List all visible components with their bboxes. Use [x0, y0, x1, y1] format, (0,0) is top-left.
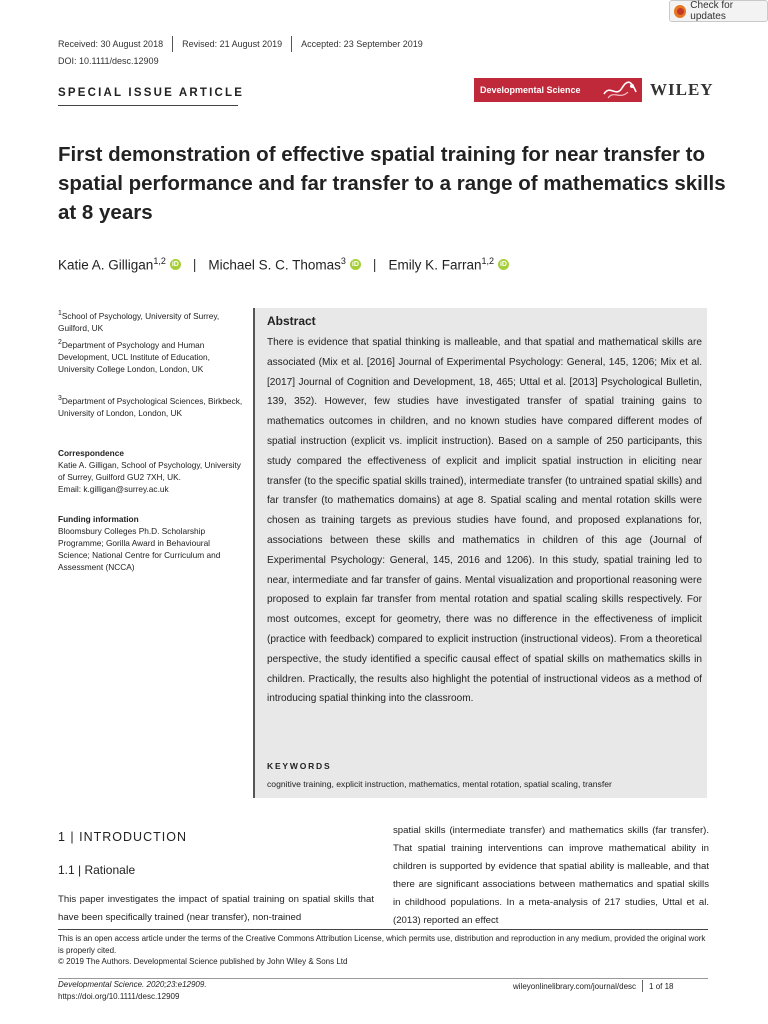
check-for-updates-label: Check for updates — [690, 0, 734, 22]
journal-logo — [474, 78, 642, 102]
citation-text: Developmental Science. 2020;23:e12909. — [58, 980, 207, 989]
divider — [291, 36, 292, 52]
journal-site-link[interactable]: wileyonlinelibrary.com/journal/desc — [513, 981, 637, 991]
author-list — [58, 256, 509, 273]
body-text-left: This paper investigates the impact of spatial training on spatial skills that have been specifically trained (near transfer), non-trained — [58, 894, 374, 923]
orcid-icon[interactable]: iD — [171, 260, 179, 268]
keywords-text: cognitive training, explicit instruction, mathematics, mental rotation, spatial scaling, transfer — [267, 779, 612, 789]
revised-date: Revised: 21 August 2019 — [182, 39, 283, 49]
divider: | — [372, 256, 377, 272]
abstract-text: There is evidence that spatial thinking is malleable, and that spatial and mathematical skills are associated (Mix et al. [2016] Journal of Experimental Psychology: General, 145, 1206; Mix et al. [2017] Journal of Cognition and Development, 18, 465; Uttal et al. [2013] Psychological Bulletin, 139, 352). However, few studies have investigated transfer of spatial training gains to mathematics outcomes in children, and no known studies have compared different modes of spatial instruction (explicit vs. implicit instruction). Based on a sample of 250 participants, this study compared the effectiveness of explicit and implicit spatial instruction in eliciting near transfer (to the specific spatial skills trained), intermediate transfer (to untrained spatial skills) and far transfer (to mathematics domains) at age 8. Spatial scaling and mental rotation skills were chosen as training targets as previous studies have found, and proposed explanations for, associations between these skills and mathematics in children of this age (Journal of Experimental Psychology: General, 145, 2016 and 1206). In this study, spatial training led to near, intermediate and far transfer of gains. Mental visualization and proportional reasoning were proposed to explain far transfer from mental rotation and spatial scaling skills respectively. For most outcomes, except for geometry, there was no difference in the effectiveness of implicit (practice with feedback) compared to explicit instruction (instructional videos). From a theoretical perspective, the study identified a specific causal effect of spatial skills on mathematics skills in children. Practically, the results also highlight the potential of instructional videos as a method of introducing spatial thinking into the classroom. — [267, 337, 702, 705]
correspondence-heading: Correspondence — [58, 448, 124, 458]
affiliation: $^2$Department of Psychology and Human Development, UCL Institute of Education, University College London, London, UK — [58, 339, 210, 374]
correspondence: Correspondence Katie A. Gilligan, School of Psychology, University of Surrey, Guilford GU2 7XH, UK. Email: k.gilligan@surrey.ac.uk — [58, 448, 241, 494]
journal-name: Developmental Science — [480, 85, 581, 95]
divider — [642, 980, 643, 992]
orcid-icon[interactable]: iD — [499, 260, 507, 268]
received-date: Received: 30 August 2018 — [58, 39, 164, 49]
dragon-icon — [602, 80, 638, 100]
divider — [172, 36, 173, 52]
affiliation: $^1$School of Psychology, University of Surrey, Guilford, UK — [58, 310, 220, 333]
divider — [58, 929, 708, 930]
author-name[interactable]: Michael S. C. Thomas$^3$ — [208, 256, 346, 273]
funding-heading: Funding information — [58, 514, 139, 524]
subsection-heading: 1.1 | Rationale — [58, 863, 136, 877]
section-heading: 1 | INTRODUCTION — [58, 830, 187, 844]
article-dates — [58, 36, 423, 52]
citation-footer — [58, 979, 207, 1003]
page-number: 1 of 18 — [649, 981, 674, 991]
doi-link[interactable]: https://doi.org/10.1111/desc.12909 — [58, 992, 180, 1001]
doi: DOI: 10.1111/desc.12909 — [58, 56, 159, 66]
page-footer-right — [513, 980, 673, 992]
keywords-heading: KEYWORDS — [267, 761, 332, 771]
article-title: First demonstration of effective spatial training for near transfer to spatial performance and far transfer to a range of mathematics skills at 8 years — [58, 143, 726, 224]
funding-info: Funding information Bloomsbury Colleges Ph.D. Scholarship Programme; Gorilla Award in Behavioural Science; National Centre for Curriculum and Assessment (NCCA) — [58, 514, 221, 572]
abstract-heading: Abstract — [267, 314, 316, 328]
license-notice — [58, 933, 708, 968]
email-link[interactable]: Email: k.gilligan@surrey.ac.uk — [58, 484, 169, 494]
author-name[interactable]: Emily K. Farran$^{1,2}$ — [388, 256, 494, 273]
check-for-updates-button[interactable] — [669, 0, 768, 22]
body-text-right: spatial skills (intermediate transfer) and mathematics skills (far transfer). That spatial training interventions can improve mathematical ability in children is supported by evidence that spatial ability is malleable, and that there are significant associations between mathematics and spatial skills in childhood populations. In a meta-analysis of 217 studies, Uttal et al. (2013) reported an effect — [393, 825, 709, 926]
crossmark-icon — [674, 5, 686, 18]
divider: | — [192, 256, 197, 272]
license-text: This is an open access article under the terms of the Creative Commons Attribution License, which permits use, distribution and reproduction in any medium, provided the original work is properly cited. — [58, 934, 706, 955]
article-type: SPECIAL ISSUE ARTICLE — [58, 87, 245, 99]
publisher-logo: WILEY — [650, 80, 714, 99]
accepted-date: Accepted: 23 September 2019 — [301, 39, 423, 49]
orcid-icon[interactable]: iD — [351, 260, 359, 268]
author-name[interactable]: Katie A. Gilligan$^{1,2}$ — [58, 256, 166, 273]
copyright-text: © 2019 The Authors. Developmental Science published by John Wiley & Sons Ltd — [58, 957, 348, 966]
divider — [58, 105, 238, 106]
affiliation: $^3$Department of Psychological Sciences, Birkbeck, University of London, London, UK — [58, 395, 243, 418]
